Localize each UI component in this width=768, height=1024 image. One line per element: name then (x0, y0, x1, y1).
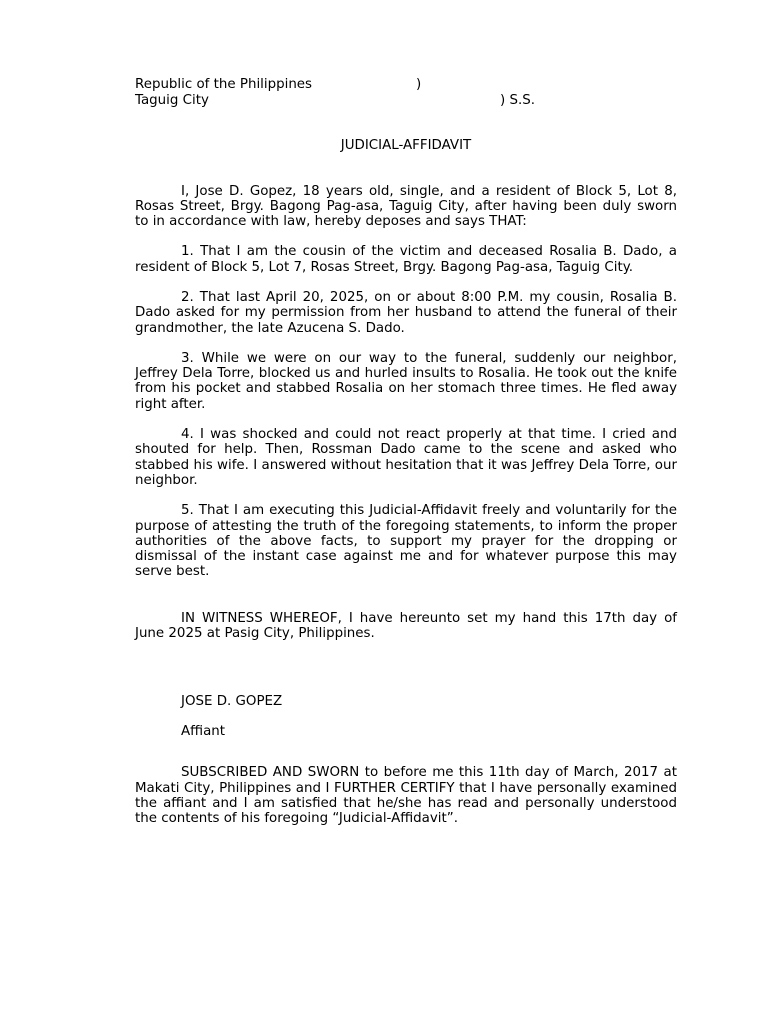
document-title: JUDICIAL-AFFIDAVIT (340, 138, 472, 153)
item-paragraph-5: 5. That I am executing this Judicial-Affidavit freely and voluntarily for the purpose of attesting the truth of the foregoing statements, to inform the proper authorities of the above facts, to support my prayer for the dropping or dismissal of the instant case against me and for whatever purpose this may serve best. (135, 503, 677, 580)
jurat-paragraph: SUBSCRIBED AND SWORN to before me this 11th day of March, 2017 at Makati City, Philippines and I FURTHER CERTIFY that I have personally examined the affiant and I am satisfied that he/she has read and personally understood the contents of his foregoing “Judicial-Affidavit”. (135, 765, 677, 827)
item-paragraph-4: 4. I was shocked and could not react properly at that time. I cried and shouted for help. Then, Rossman Dado came to the scene and asked who stabbed his wife. I answered without hesitation that it was Jeffrey Dela Torre, our neighbor. (135, 427, 677, 488)
intro-paragraph: I, Jose D. Gopez, 18 years old, single, and a resident of Block 5, Lot 8, Rosas Street, Brgy. Bagong Pag-asa, Taguig City, after having been duly sworn to in accordance with law, hereby deposes and says THAT: (135, 183, 677, 230)
venue-republic: Republic of the Philippines (135, 77, 313, 92)
venue-ss: ) S.S. (500, 92, 535, 108)
venue-line-2 (135, 93, 677, 109)
venue-city: Taguig City (135, 92, 209, 108)
venue-line-1 (135, 77, 677, 93)
item-paragraph-2: 2. That last April 20, 2025, on or about 8:00 P.M. my cousin, Rosalia B. Dado asked for my permission from her husband to attend the funeral of their grandmother, the late Azucena S. Dado. (135, 289, 677, 336)
item-paragraph-3: 3. While we were on our way to the funeral, suddenly our neighbor, Jeffrey Dela Torre, blocked us and hurled insults to Rosalia. He took out the knife from his pocket and stabbed Rosalia on her stomach three times. He fled away right after. (135, 350, 677, 412)
affiant-name: JOSE D. GOPEZ (181, 694, 283, 710)
affidavit-page (135, 77, 677, 827)
item-paragraph-1: 1. That I am the cousin of the victim and deceased Rosalia B. Dado, a resident of Block 5, Lot 7, Rosas Street, Brgy. Bagong Pag-asa, Taguig City. (135, 244, 677, 275)
affiant-label: Affiant (181, 723, 226, 739)
venue-paren-1: ) (416, 77, 422, 92)
witness-paragraph: IN WITNESS WHEREOF, I have hereunto set my hand this 17th day of June 2025 at Pasig City, Philippines. (135, 610, 677, 642)
